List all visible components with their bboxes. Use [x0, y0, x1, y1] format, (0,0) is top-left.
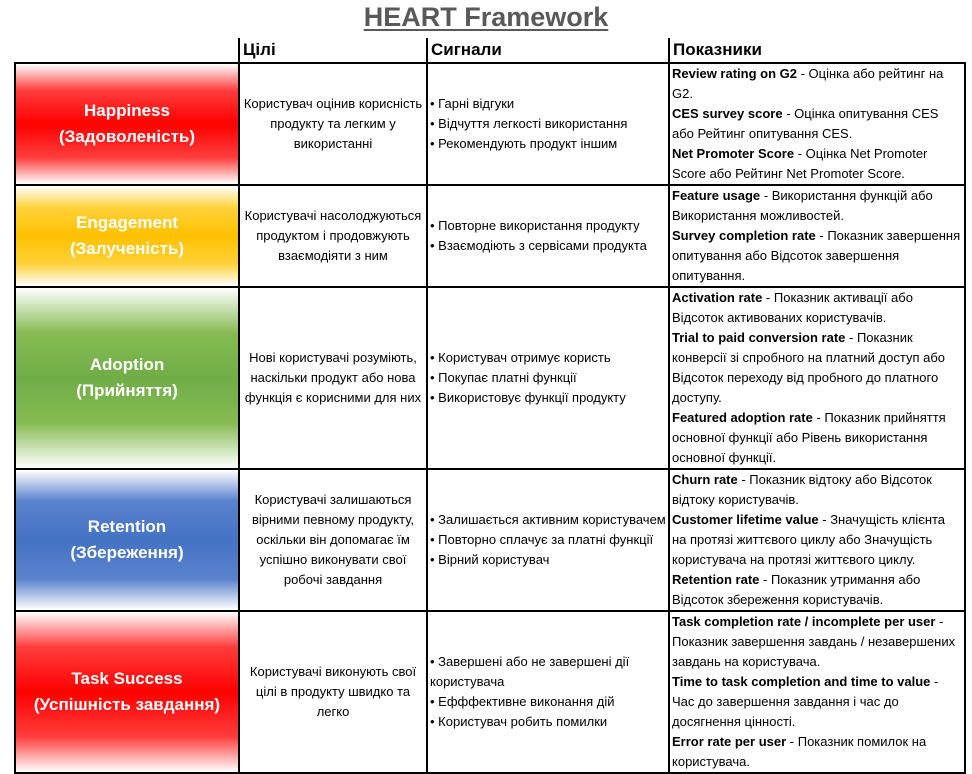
- metric-item: [672, 510, 962, 570]
- signal-item: • Вірний користувач: [430, 550, 666, 570]
- signals-cell: [427, 611, 669, 773]
- metric-term: Review rating on G2: [672, 66, 797, 81]
- signal-item: • Рекомендують продукт іншим: [430, 134, 666, 154]
- metric-desc: - Показник завершення завдань / незавершених завдань на користувача.: [672, 614, 956, 669]
- table-row: [15, 287, 965, 469]
- category-cell: [15, 185, 239, 287]
- metric-desc: - Показник відтоку або Відсоток відтоку користувачів.: [672, 472, 932, 507]
- heart-table: [14, 38, 966, 774]
- metric-desc: - Час до завершення завдання і час до досягнення цінності.: [672, 674, 939, 729]
- signal-item: • Повторне використання продукту: [430, 216, 666, 236]
- metric-item: [672, 408, 962, 468]
- signals-cell: [427, 63, 669, 185]
- header-row: [15, 38, 965, 63]
- table-row: [15, 469, 965, 611]
- category-name: Task Success: [71, 669, 183, 688]
- signal-item: • Користувач отримує користь: [430, 348, 666, 368]
- goal-cell: Користувачі насолоджуються продуктом і продовжують взаємодіяти з ним: [239, 185, 427, 287]
- metric-item: [672, 144, 962, 184]
- metric-desc: - Значущість клієнта на протязі життєвого циклу або Значущість користувача на протязі життєвого циклу.: [672, 512, 946, 567]
- metric-desc: - Показник конверсії зі спробного на платний доступ або Відсоток переходу від пробного до платного доступу.: [672, 330, 946, 405]
- metric-term: Task completion rate / incomplete per user: [672, 614, 936, 629]
- metric-term: Feature usage: [672, 188, 761, 203]
- table-row: [15, 63, 965, 185]
- metric-item: [672, 226, 962, 286]
- metric-term: CES survey score: [672, 106, 783, 121]
- metric-term: Error rate per user: [672, 734, 787, 749]
- signals-list: [430, 652, 666, 732]
- signal-item: • Відчуття легкості використання: [430, 114, 666, 134]
- header-signals: Сигнали: [427, 38, 669, 63]
- signals-list: [430, 216, 666, 256]
- category-name: Retention: [87, 517, 167, 536]
- signal-item: • Гарні відгуки: [430, 94, 666, 114]
- signal-item: • Використовує функції продукту: [430, 388, 666, 408]
- table-row: [15, 185, 965, 287]
- metric-desc: - Оцінка Net Promoter Score або Рейтинг Net Promoter Score.: [672, 146, 928, 181]
- metric-item: [672, 672, 962, 732]
- category-cell: [15, 469, 239, 611]
- goal-cell: Користувачі виконують свої цілі в продукту швидко та легко: [239, 611, 427, 773]
- goal-cell: Користувач оцінив корисність продукту та легким у використанні: [239, 63, 427, 185]
- metric-term: Time to task completion and time to value: [672, 674, 931, 689]
- metric-term: Customer lifetime value: [672, 512, 819, 527]
- signals-list: [430, 510, 666, 570]
- signal-item: • Взаємодіють з сервісами продукта: [430, 236, 666, 256]
- signals-cell: [427, 185, 669, 287]
- header-goals: Цілі: [239, 38, 427, 63]
- metric-item: [672, 612, 962, 672]
- category-name-ua: (Збереження): [70, 543, 184, 562]
- category-cell: [15, 287, 239, 469]
- signal-item: • Завершені або не завершені дії користувача: [430, 652, 666, 692]
- category-name: Engagement: [75, 213, 179, 232]
- goal-cell: Користувачі залишаються вірними певному продукту, оскільки він допомагає їм успішно виконувати свої робочі завдання: [239, 469, 427, 611]
- metrics-cell: [669, 611, 965, 773]
- category-name: Adoption: [89, 355, 165, 374]
- signals-list: [430, 348, 666, 408]
- signal-item: • Повторно сплачує за платні функції: [430, 530, 666, 550]
- metrics-cell: [669, 185, 965, 287]
- metrics-cell: [669, 287, 965, 469]
- signal-item: • Ефффективне виконання дій: [430, 692, 666, 712]
- metric-term: Featured adoption rate: [672, 410, 813, 425]
- metric-item: [672, 64, 962, 104]
- metric-term: Retention rate: [672, 572, 760, 587]
- metric-desc: - Показник прийняття основної функції або Рівень використання основної функції.: [672, 410, 946, 465]
- metric-term: Net Promoter Score: [672, 146, 795, 161]
- metric-term: Trial to paid conversion rate: [672, 330, 846, 345]
- signal-item: • Користувач робить помилки: [430, 712, 666, 732]
- page-title: [0, 2, 972, 33]
- metric-item: [672, 732, 962, 772]
- metric-desc: - Оцінка або рейтинг на G2.: [672, 66, 944, 101]
- metric-term: Survey completion rate: [672, 228, 816, 243]
- metric-desc: - Використання функцій або Використання можливостей.: [672, 188, 933, 223]
- signals-cell: [427, 469, 669, 611]
- category-cell: [15, 611, 239, 773]
- metrics-cell: [669, 469, 965, 611]
- signals-list: [430, 94, 666, 154]
- page-title-text: HEART Framework: [363, 2, 609, 32]
- metric-desc: - Показник утримання або Відсоток збереження користувачів.: [672, 572, 921, 607]
- metric-item: [672, 328, 962, 408]
- category-name-ua: (Залученість): [69, 239, 184, 258]
- metrics-cell: [669, 63, 965, 185]
- signal-item: • Покупає платні функції: [430, 368, 666, 388]
- metric-desc: - Показник активації або Відсоток активованих користувачів.: [672, 290, 913, 325]
- category-name-ua: (Успішність завдання): [33, 695, 221, 714]
- metric-item: [672, 104, 962, 144]
- table-row: [15, 611, 965, 773]
- metric-term: Activation rate: [672, 290, 763, 305]
- metric-item: [672, 288, 962, 328]
- signal-item: • Залишається активним користувачем: [430, 510, 666, 530]
- metric-desc: - Показник завершення опитування або Відсоток завершення опитування.: [672, 228, 961, 283]
- metric-desc: - Оцінка опитування CES або Рейтинг опитування CES.: [672, 106, 939, 141]
- category-cell: [15, 63, 239, 185]
- metric-item: [672, 470, 962, 510]
- goal-cell: Нові користувачі розуміють, наскільки продукт або нова функція є корисними для них: [239, 287, 427, 469]
- header-metrics: Показники: [669, 38, 965, 63]
- category-name-ua: (Прийняття): [76, 381, 178, 400]
- metric-item: [672, 186, 962, 226]
- category-name: Happiness: [84, 101, 170, 120]
- header-blank: [15, 38, 239, 63]
- signals-cell: [427, 287, 669, 469]
- metric-term: Churn rate: [672, 472, 738, 487]
- category-name-ua: (Задоволеність): [58, 127, 196, 146]
- metric-item: [672, 570, 962, 610]
- metric-desc: - Показник помилок на користувача.: [672, 734, 927, 769]
